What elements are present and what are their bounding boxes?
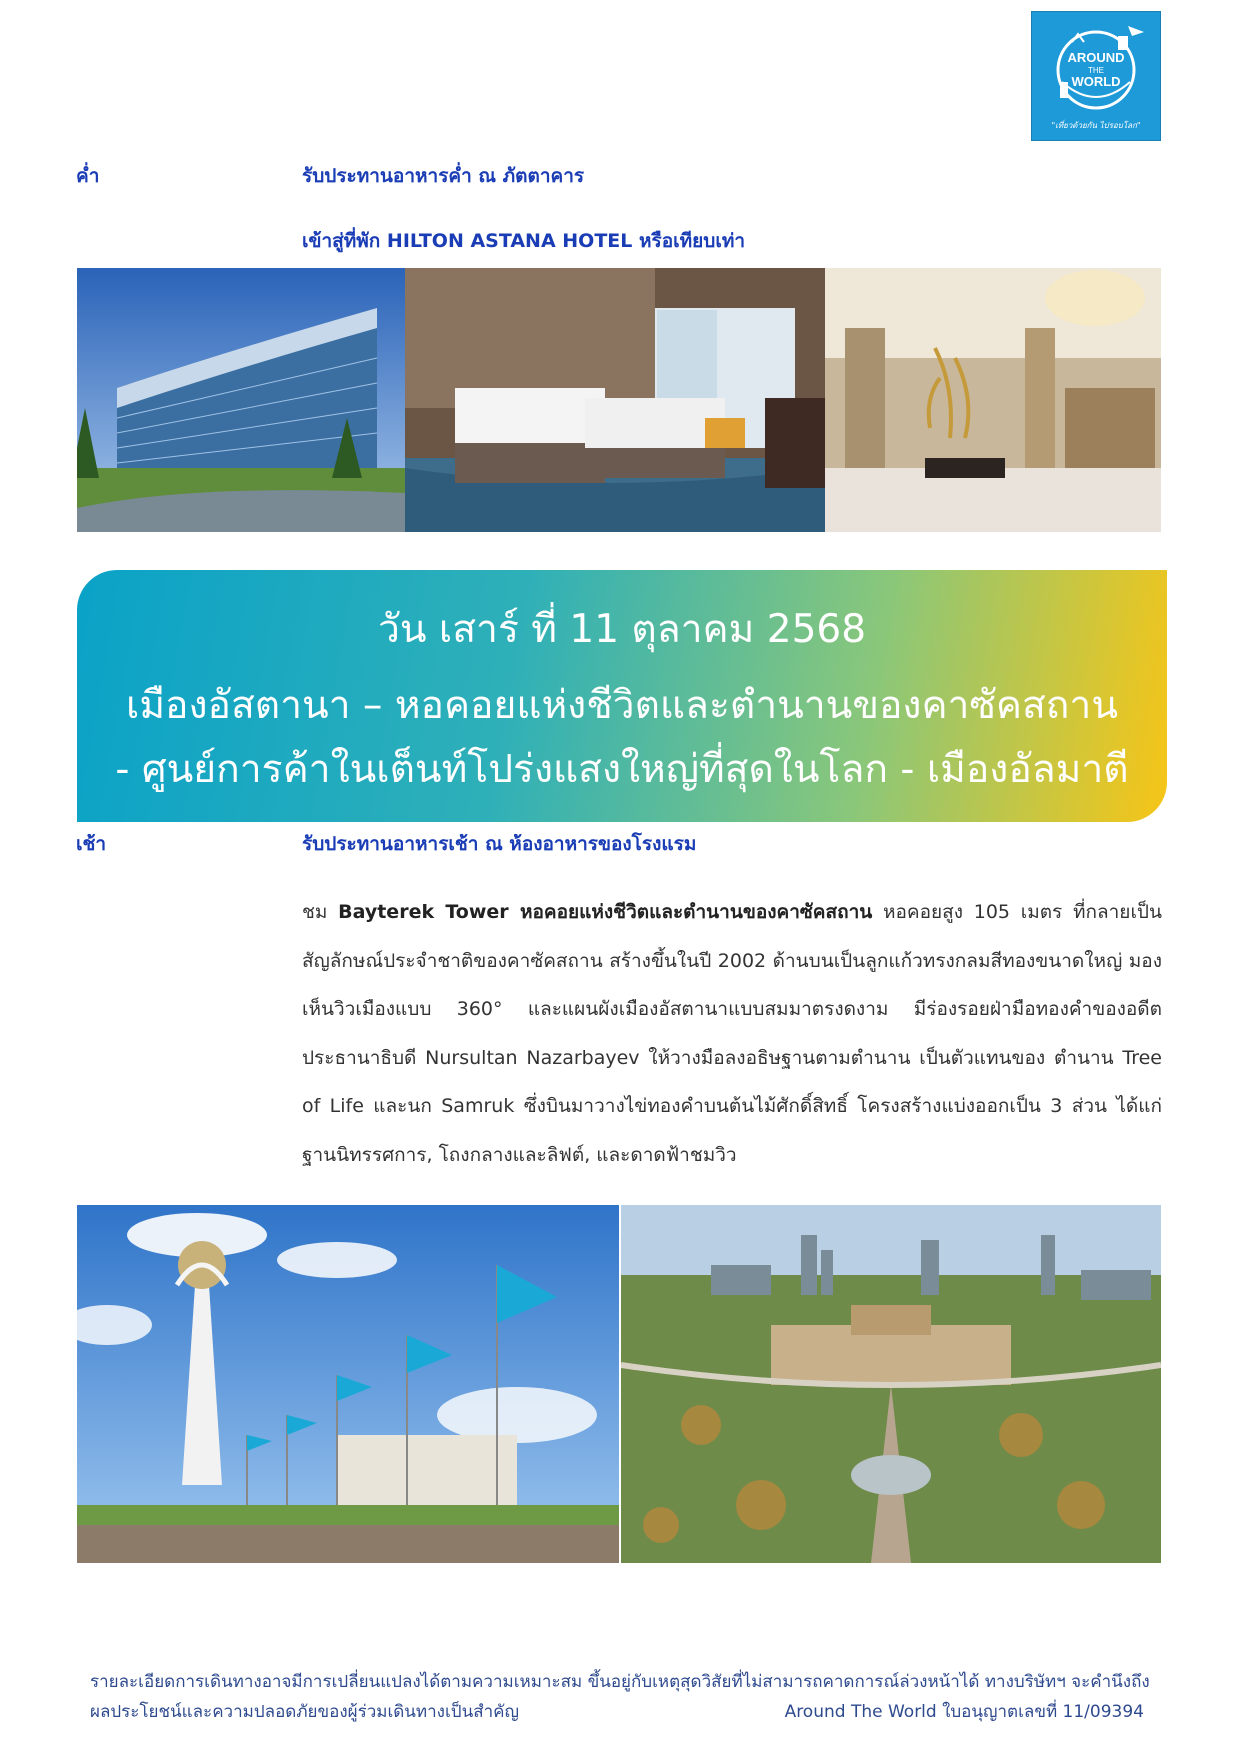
hotel-checkin: เข้าสู่ที่พัก HILTON ASTANA HOTEL หรือเทียบเท่า	[302, 230, 746, 252]
svg-text:WORLD: WORLD	[1071, 74, 1121, 89]
hotel-exterior-photo	[77, 268, 405, 532]
dinner-meal: รับประทานอาหารค่ำ ณ ภัตตาคาร	[302, 165, 585, 187]
svg-text:AROUND: AROUND	[1067, 50, 1125, 65]
banner-date: วัน เสาร์ ที่ 11 ตุลาคม 2568	[377, 607, 867, 652]
svg-text:THE: THE	[1088, 66, 1104, 75]
company-logo	[1031, 11, 1161, 141]
banner-title-line2: - ศูนย์การค้าในเต็นท์โปร่งแสงใหญ่ที่สุดในโลก - เมืองอัลมาตี	[115, 747, 1129, 792]
bayterek-tower-photo	[77, 1205, 619, 1563]
astana-aerial-photo	[621, 1205, 1161, 1563]
dinner-label: ค่ำ	[76, 165, 100, 187]
hotel-lobby-photo	[825, 268, 1161, 532]
bayterek-description	[302, 888, 1162, 1179]
footer-disclaimer-line2: ผลประโยชน์และความปลอดภัยของผู้ร่วมเดินทางเป็นสำคัญ	[90, 1702, 519, 1722]
footer-disclaimer-line1: รายละเอียดการเดินทางอาจมีการเปลี่ยนแปลงได้ตามความเหมาะสม ขึ้นอยู่กับเหตุสุดวิสัยที่ไม่สามารถคาดการณ์ล่วงหน้าได้ ทางบริษัทฯ จะคำนึงถึง	[90, 1672, 1150, 1692]
hotel-room-photo	[405, 268, 825, 532]
breakfast-meal: รับประทานอาหารเช้า ณ ห้องอาหารของโรงแรม	[302, 833, 697, 855]
breakfast-label: เช้า	[76, 833, 107, 855]
footer-license: Around The World ใบอนุญาตเลขที่ 11/09394	[784, 1702, 1144, 1722]
para-lead: ชม	[302, 901, 339, 923]
day-banner	[77, 570, 1167, 822]
banner-title-line1: เมืองอัสตานา – หอคอยแห่งชีวิตและตำนานของคาซัคสถาน	[126, 683, 1118, 728]
logo-caption: "เที่ยวด้วยกัน ไปรอบโลก"	[1051, 121, 1141, 130]
para-bold-title: Bayterek Tower หอคอยแห่งชีวิตและตำนานของคาซัคสถาน	[338, 901, 873, 923]
para-body: หอคอยสูง 105 เมตร ที่กลายเป็นสัญลักษณ์ประจำชาติของคาซัคสถาน สร้างขึ้นในปี 2002 ด้านบนเป็นลูกแก้วทรงกลมสีทองขนาดใหญ่ มองเห็นวิวเมืองแบบ 360° และแผนผังเมืองอัสตานาแบบสมมาตรงดงาม มีร่องรอยฝ่ามือทองคำของอดีตประธานาธิบดี Nursultan Nazarbayev ให้วางมือลงอธิษฐานตามตำนาน เป็นตัวแทนของ ตำนาน Tree of Life และนก Samruk ซึ่งบินมาวางไข่ทองคำบนต้นไม้ศักดิ์สิทธิ์ โครงสร้างแบ่งออกเป็น 3 ส่วน ได้แก่ ฐานนิทรรศการ, โถงกลางและลิฟต์, และดาดฟ้าชมวิว	[302, 901, 1162, 1166]
